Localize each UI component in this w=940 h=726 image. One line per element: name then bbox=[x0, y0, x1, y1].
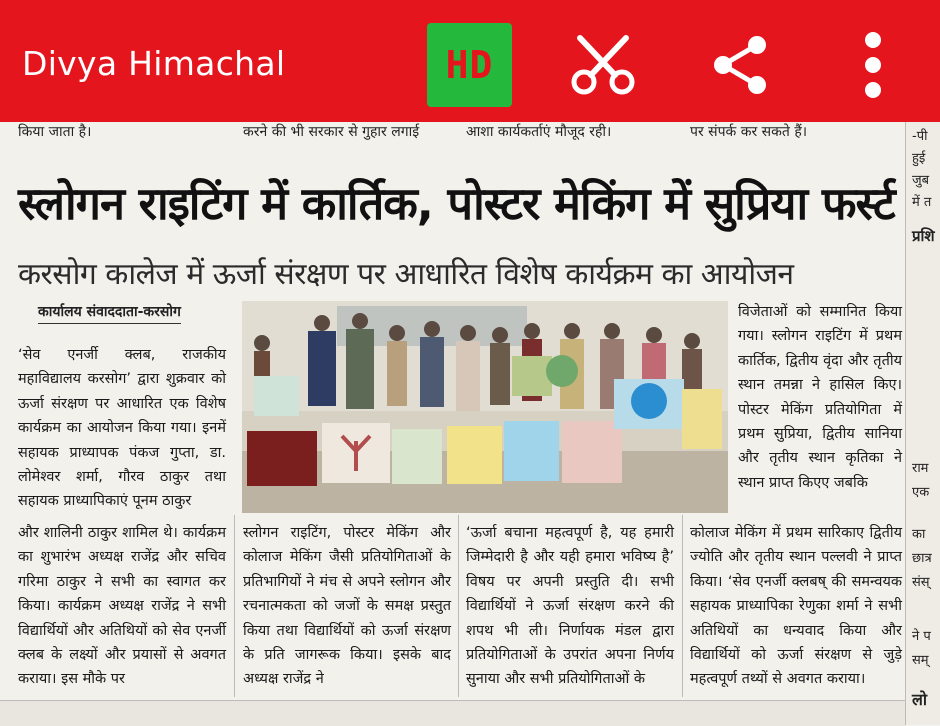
edge-text: का bbox=[912, 527, 926, 542]
article-column-2: स्लोगन राइटिंग, पोस्टर मेकिंग और कोलाज मेकिंग जैसी प्रतियोगिताओं के प्रतिभागियों ने मंच से अपने स्लोगन और रचनात्मकता को जजों के समक्ष प्रस्तुत किया तथा विद्यार्थियों को ऊर्जा संरक्षण के प्रति जागरूक किया। इसके बाद अध्यक्ष राजेंद्र ने bbox=[243, 525, 451, 688]
share-button[interactable] bbox=[705, 30, 775, 100]
top-fragment-2: करने की भी सरकार से गुहार लगाई bbox=[243, 124, 420, 140]
column-divider bbox=[458, 515, 459, 697]
article-column-1-top: ‘सेव एनर्जी क्लब, राजकीय महाविद्यालय करसोग’ द्वारा शुक्रवार को ऊर्जा संरक्षण पर आधारित एक विशेष कार्यक्रम का आयोजन किया गया। इनमें सहायक प्राध्यापक पंकज गुप्ता, डा. लोमेश्वर शर्मा, गौरव ठाकुर तथा सहायक प्राध्यापिकाएं पूनम ठाकुर bbox=[18, 347, 226, 510]
scissors-button[interactable] bbox=[568, 30, 638, 100]
article-column-4-top: विजेताओं को सम्मानित किया गया। स्लोगन राइटिंग में प्रथम कार्तिक, द्वितीय वृंदा और तृतीय स्थान तमन्ना ने हासिल किए। पोस्टर मेकिंग प्रतियोगिता में प्रथम सुप्रिया, द्वितीय सानिया और तृतीय स्थान कृतिका ने स्थान प्राप्त किएए जबकि bbox=[738, 304, 902, 491]
article-column-3: ‘ऊर्जा बचाना महत्वपूर्ण है, यह हमारी जिम्मेदारी है और यही हमारा भविष्य है’ विषय पर अपनी प्रस्तुति दी। सभी विद्यार्थियों ने ऊर्जा संरक्षण करने की शपथ भी ली। निर्णायक मंडल द्वारा प्रतियोगिताओं के उपरांत अपना निर्णय सुनाया और सभी प्रतियोगिताओं के bbox=[466, 525, 674, 688]
article-byline: कार्यालय संवाददाता-करसोग bbox=[38, 302, 181, 324]
edge-text: प्रशि bbox=[912, 227, 935, 245]
hd-label: HD bbox=[445, 43, 494, 87]
article-column-1-bottom: और शालिनी ठाकुर शामिल थे। कार्यक्रम का शुभारंभ अध्यक्ष राजेंद्र और सचिव गरिमा ठाकुर ने सभी का स्वागत कर किया। कार्यक्रम अध्यक्ष राजेंद्र ने सभी विद्यार्थियों और अतिथियों को सेव एनर्जी क्लब के लक्ष्यों और प्रयासों से अवगत कराया। इस मौके पर bbox=[18, 525, 226, 688]
hd-button[interactable] bbox=[427, 23, 512, 107]
next-article-edge bbox=[0, 700, 905, 726]
article-subheadline: करसोग कालेज में ऊर्जा संरक्षण पर आधारित विशेष कार्यक्रम का आयोजन bbox=[18, 257, 794, 292]
edge-text: जुब bbox=[912, 173, 930, 188]
top-fragment-4: पर संपर्क कर सकते हैं। bbox=[690, 124, 808, 140]
edge-text: राम bbox=[912, 461, 929, 476]
edge-text: हुई bbox=[912, 151, 926, 166]
edge-text: छात्र bbox=[912, 551, 932, 566]
article-headline: स्लोगन राइटिंग में कार्तिक, पोस्टर मेकिंग में सुप्रिया फर्स्ट bbox=[18, 177, 895, 230]
top-fragment-3: आशा कार्यकर्ताएं मौजूद रही। bbox=[466, 124, 612, 140]
more-options-button[interactable] bbox=[838, 30, 908, 100]
edge-text: सम् bbox=[912, 653, 929, 668]
scissors-icon bbox=[570, 32, 636, 98]
more-vert-icon bbox=[853, 30, 893, 100]
edge-text: संस् bbox=[912, 575, 930, 590]
edge-text: में त bbox=[912, 195, 932, 210]
edge-text: लो bbox=[912, 690, 927, 709]
share-icon bbox=[707, 32, 773, 98]
adjacent-article-edge bbox=[905, 122, 940, 725]
group-photo-image bbox=[242, 301, 728, 513]
top-fragment-1: किया जाता है। bbox=[18, 124, 92, 140]
edge-text: -पी bbox=[912, 129, 928, 144]
app-title: Divya Himachal bbox=[22, 44, 286, 83]
edge-text: ने प bbox=[912, 629, 931, 644]
article-column-4-bottom: कोलाज मेकिंग में प्रथम सारिकाए द्वितीय ज्योति और तृतीय स्थान पल्लवी ने प्राप्त किया। ‘सेव एनर्जी क्लबष् की समन्वयक सहायक प्राध्यापिका रेणुका शर्मा ने सभी अतिथियों का धन्यवाद किया और विद्यार्थियों को ऊर्जा संरक्षण से जुड़े महत्वपूर्ण तथ्यों से अवगत कराया। bbox=[690, 525, 902, 688]
edge-text: एक bbox=[912, 485, 930, 500]
app-bar bbox=[0, 0, 940, 122]
column-divider bbox=[682, 515, 683, 697]
article-photo[interactable] bbox=[242, 301, 728, 513]
column-divider bbox=[234, 515, 235, 697]
